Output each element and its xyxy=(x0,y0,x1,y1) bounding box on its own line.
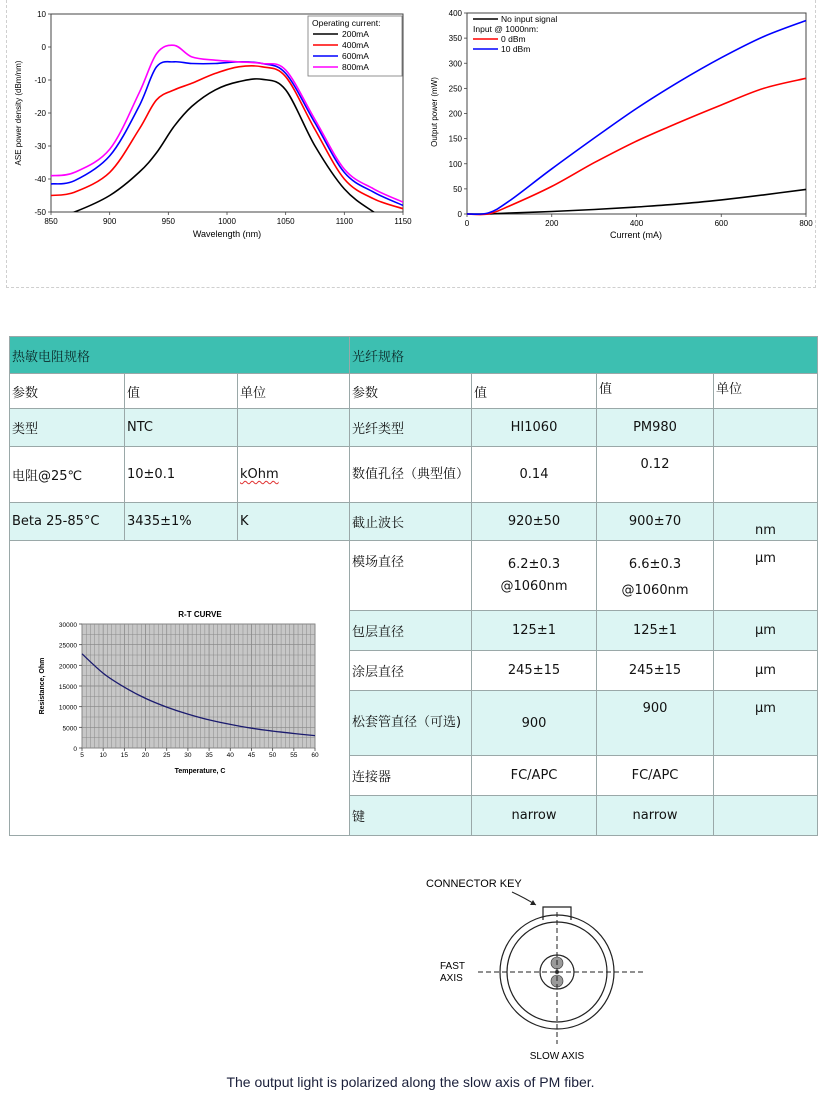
ase-legend xyxy=(308,16,402,76)
thermistor-type-param: 类型 xyxy=(10,409,125,447)
power-xtick-label: 200 xyxy=(545,219,559,228)
power-ylabel: Output power (mW) xyxy=(430,77,439,147)
ase-xtick-label: 1000 xyxy=(218,217,236,226)
power-ytick-label: 150 xyxy=(448,134,462,144)
ase-legend-label: 200mA xyxy=(342,29,369,39)
fiber-coating-v2: 245±15 xyxy=(597,651,714,691)
rt-chart xyxy=(10,596,330,776)
thermistor-type-value: NTC xyxy=(125,409,238,447)
power-legend-label: 0 dBm xyxy=(501,34,526,44)
fiber-type-v2: PM980 xyxy=(597,409,714,447)
ase-series-1-line xyxy=(51,66,403,209)
fiber-col-unit: 单位 xyxy=(714,374,818,409)
pm-fiber-diagram xyxy=(420,872,660,1067)
power-legend xyxy=(473,14,557,54)
power-legend-label: No input signal xyxy=(501,14,558,24)
fiber-cladding-v1: 125±1 xyxy=(472,611,597,651)
rt-curve-cell xyxy=(10,541,350,836)
fiber-cutoff-param: 截止波长 xyxy=(350,503,472,541)
ase-xtick-label: 1050 xyxy=(276,217,295,226)
power-xlabel: Current (mA) xyxy=(609,230,663,240)
thermistor-type-unit xyxy=(238,409,350,447)
power-ytick-label: 200 xyxy=(448,109,462,119)
spec-table xyxy=(9,336,818,836)
fiber-mfd-v2: 6.6±0.3 @1060nm xyxy=(597,541,714,611)
power-xtick-label: 600 xyxy=(714,219,728,228)
rt-ytick-label: 10000 xyxy=(58,704,77,712)
fiber-cutoff-v2: 900±70 xyxy=(597,503,714,541)
ase-xtick-label: 1100 xyxy=(335,217,353,226)
fiber-cutoff-unit: nm xyxy=(714,503,818,541)
fiber-cladding-param: 包层直径 xyxy=(350,611,472,651)
resistance-unit-text: kOhm xyxy=(240,467,279,482)
fiber-mfd-unit: μm xyxy=(714,541,818,611)
polarization-note: The output light is polarized along the slow axis of PM fiber. xyxy=(226,1074,595,1090)
power-xtick-label: 800 xyxy=(799,219,813,228)
rt-xtick-label: 30 xyxy=(184,752,192,759)
power-xtick-label: 400 xyxy=(629,219,644,228)
rt-xtick-label: 15 xyxy=(120,752,128,759)
fiber-connector-v2: FC/APC xyxy=(597,756,714,796)
rt-xtick-label: 55 xyxy=(290,752,298,759)
ase-ytick-label: -20 xyxy=(34,109,46,118)
fiber-col-value-2: 值 xyxy=(597,374,714,409)
fiber-col-value-1: 值 xyxy=(472,374,597,409)
power-legend-label: 10 dBm xyxy=(501,44,531,54)
fiber-tube-param: 松套管直径（可选) xyxy=(350,691,472,756)
fiber-type-unit xyxy=(714,409,818,447)
power-ytick-label: 350 xyxy=(448,34,462,44)
fast-axis-label-2: AXIS xyxy=(440,973,463,984)
ase-legend-label: 800mA xyxy=(342,62,369,72)
power-legend-subtitle: Input @ 1000nm: xyxy=(473,24,539,34)
col-param: 参数 xyxy=(10,374,125,409)
rt-ytick-label: 20000 xyxy=(58,663,77,671)
fiber-mfd-param: 模场直径 xyxy=(350,541,472,611)
slow-axis-label: SLOW AXIS xyxy=(529,1051,585,1062)
connector-key-arrowhead xyxy=(530,900,536,905)
thermistor-resistance-param: 电阻@25℃ xyxy=(10,447,125,503)
ase-xtick-label: 850 xyxy=(44,217,58,226)
rt-xtick-label: 40 xyxy=(226,752,234,759)
thermistor-resistance-unit xyxy=(238,447,350,503)
power-ytick-label: 250 xyxy=(448,84,462,94)
thermistor-beta-param: Beta 25-85°C xyxy=(10,503,125,541)
rt-xtick-label: 5 xyxy=(80,752,84,759)
ase-xtick-label: 950 xyxy=(161,217,176,226)
fiber-cutoff-v1: 920±50 xyxy=(472,503,597,541)
ase-chart xyxy=(8,4,413,248)
thermistor-resistance-value: 10±0.1 xyxy=(125,447,238,503)
fiber-connector-param: 连接器 xyxy=(350,756,472,796)
fiber-tube-v1: 900 xyxy=(472,691,597,756)
rt-xtick-label: 10 xyxy=(99,752,107,759)
power-ytick-label: 0 xyxy=(457,210,462,219)
rt-xlabel: Temperature, C xyxy=(174,768,226,775)
col-value: 值 xyxy=(125,374,238,409)
fiber-coating-unit: μm xyxy=(714,651,818,691)
power-ytick-label: 100 xyxy=(448,159,462,169)
ase-series-2-line xyxy=(51,62,403,206)
fiber-tube-unit: μm xyxy=(714,691,818,756)
ase-ytick-label: -30 xyxy=(34,142,46,151)
fiber-key-unit xyxy=(714,796,818,836)
fiber-cladding-v2: 125±1 xyxy=(597,611,714,651)
ase-ylabel: ASE power density (dBm/nm) xyxy=(14,60,23,166)
rt-ytick-label: 0 xyxy=(73,746,77,753)
rt-xtick-label: 35 xyxy=(205,752,213,759)
power-xtick-label: 0 xyxy=(464,219,470,228)
fiber-na-v1: 0.14 xyxy=(472,447,597,503)
ase-series-0-line xyxy=(51,79,403,229)
fiber-tube-v2: 900 xyxy=(597,691,714,756)
ase-legend-label: 400mA xyxy=(342,40,369,50)
rt-title: R-T CURVE xyxy=(178,610,222,619)
connector-key-label: CONNECTOR KEY xyxy=(426,878,522,890)
rt-xtick-label: 20 xyxy=(141,752,150,759)
rt-xtick-label: 45 xyxy=(247,752,256,759)
fiber-na-unit xyxy=(714,447,818,503)
power-ytick-label: 300 xyxy=(448,59,462,69)
fiber-na-v2: 0.12 xyxy=(597,447,714,503)
fiber-col-param: 参数 xyxy=(350,374,472,409)
fiber-connector-unit xyxy=(714,756,818,796)
ase-ytick-label: 0 xyxy=(41,43,46,52)
ase-ytick-label: -10 xyxy=(34,76,46,85)
ase-xlabel: Wavelength (nm) xyxy=(192,229,262,239)
fiber-key-v1: narrow xyxy=(472,796,597,836)
ase-ytick-label: 10 xyxy=(37,10,46,19)
fiber-type-param: 光纤类型 xyxy=(350,409,472,447)
rt-xtick-label: 25 xyxy=(163,752,171,759)
rt-ytick-label: 30000 xyxy=(58,622,77,629)
fiber-key-v2: narrow xyxy=(597,796,714,836)
rt-ylabel: Resistance, Ohm xyxy=(39,657,46,715)
ase-legend-label: 600mA xyxy=(342,51,369,61)
col-unit: 单位 xyxy=(238,374,350,409)
ase-ytick-label: -50 xyxy=(34,208,46,217)
rt-ytick-label: 25000 xyxy=(58,642,77,650)
ase-legend-title: Operating current: xyxy=(312,18,381,28)
power-ytick-label: 50 xyxy=(453,184,462,194)
rt-xtick-label: 60 xyxy=(311,752,319,759)
fiber-coating-v1: 245±15 xyxy=(472,651,597,691)
rt-xtick-label: 50 xyxy=(269,752,277,759)
ase-xtick-label: 900 xyxy=(102,217,117,226)
rt-ytick-label: 5000 xyxy=(62,725,77,733)
fiber-mfd-v1: 6.2±0.3 @1060nm xyxy=(472,541,597,611)
fast-axis-label-1: FAST xyxy=(440,961,466,972)
ase-ytick-label: -40 xyxy=(34,175,46,184)
fiber-na-param: 数值孔径（典型值） xyxy=(350,447,472,503)
fiber-cladding-unit: μm xyxy=(714,611,818,651)
thermistor-beta-unit: K xyxy=(238,503,350,541)
thermistor-header: 热敏电阻规格 xyxy=(10,337,350,374)
fiber-key-param: 键 xyxy=(350,796,472,836)
power-chart xyxy=(425,4,815,248)
ase-xtick-label: 1150 xyxy=(394,217,412,226)
fiber-connector-v1: FC/APC xyxy=(472,756,597,796)
power-ytick-label: 400 xyxy=(448,9,462,18)
thermistor-beta-value: 3435±1% xyxy=(125,503,238,541)
fiber-header: 光纤规格 xyxy=(350,337,818,374)
fiber-coating-param: 涂层直径 xyxy=(350,651,472,691)
fiber-type-v1: HI1060 xyxy=(472,409,597,447)
rt-ytick-label: 15000 xyxy=(58,684,77,691)
